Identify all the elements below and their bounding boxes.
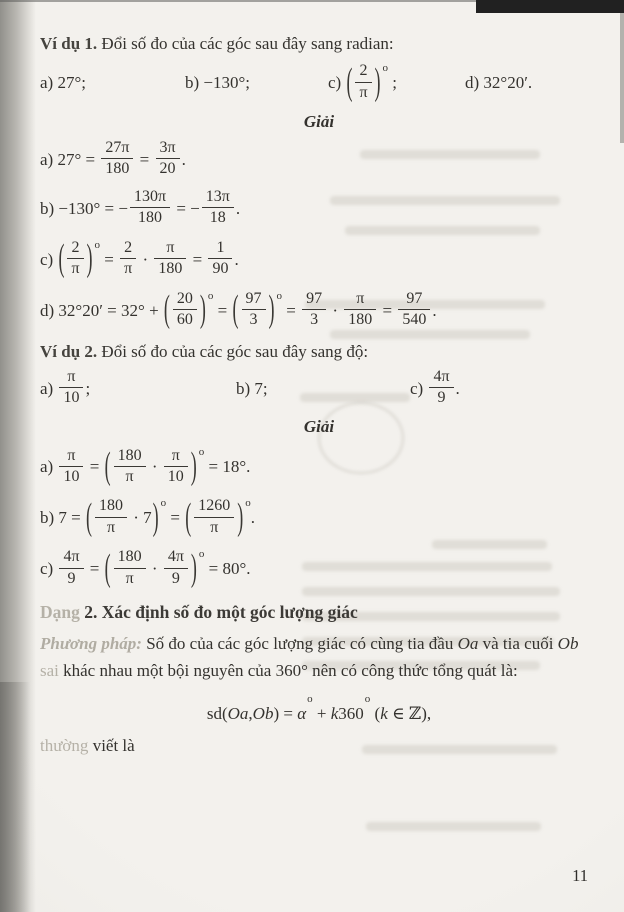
page-number: 11 — [572, 866, 588, 885]
section-heading-faded-word: Dạng — [40, 602, 80, 623]
example1-label: Ví dụ 1. — [40, 34, 98, 53]
example1-title-line — [40, 34, 598, 54]
equation-ex2-b: b) 7 = ( $\frac{180}{\pi}$ · 7) $^o$ = ( $\frac{1260}{\pi}$ ) $^o$. — [40, 495, 256, 538]
example2-item-a: a) $\frac{\pi}{10}$ ; — [40, 367, 91, 406]
example2-item-c: c) $\frac{4\pi}{9}$ . — [410, 367, 460, 406]
page-content — [40, 34, 598, 759]
method-paragraph: Phương pháp: Số đo của các góc lượng giác có cùng tia đầu Oa và tia cuối Ob — [40, 634, 579, 654]
section-heading — [40, 602, 598, 623]
solution-heading-1: Giải — [303, 111, 335, 131]
section-heading-rest: 2. Xác định số đo một góc lượng giác — [79, 602, 358, 623]
scan-edge-dark-bar — [476, 0, 624, 13]
example2-items — [40, 367, 598, 410]
example2-title: Đổi số đo của các góc sau đây sang độ: — [97, 341, 369, 361]
example2-title-line — [40, 342, 598, 362]
equation-ex1-b: b) −130° = − $\frac{130\pi}{180}$ = − $\frac{13\pi}{18}$ . — [40, 187, 241, 227]
difference-line: sai khác nhau một bội nguyên của 360° nên có công thức tổng quát là: — [40, 660, 518, 680]
bleed-through-artifact — [366, 822, 541, 831]
example2-label: Ví dụ 2. — [40, 341, 98, 361]
example1-item-a: a) 27°; — [40, 72, 86, 92]
trailing-line: thường viết là — [40, 735, 135, 755]
scan-edge-right-smudge — [620, 13, 624, 143]
book-spine-shadow-bottom — [0, 682, 30, 912]
equation-ex1-a: a) 27° = $\frac{27\pi}{180}$ = $\frac{3\pi}{20}$ . — [40, 138, 186, 178]
general-formula: $sd(Oa,Ob) = \alpha^o + k360^o$ (k ∈ ℤ), — [206, 692, 432, 723]
example1-title: Đổi số đo của các góc sau đây sang radian: — [97, 34, 394, 53]
example1-item-c: c) ( $\frac{2}{\pi}$ ) $^o$ ; — [328, 60, 398, 103]
example1-item-b: b) −130°; — [185, 72, 251, 92]
equation-ex2-c: c) $\frac{4\pi}{9}$ = ( $\frac{180}{\pi}$ · $\frac{4\pi}{9}$ ) $^o$ = 80°. — [40, 546, 251, 589]
example1-item-d: d) 32°20′. — [465, 72, 533, 92]
equation-ex1-c: c) ( $\frac{2}{\pi}$ ) $^o$ = $\frac{2}{\pi}$ · $\frac{\pi}{180}$ = $\frac{1}{90}$ . — [40, 236, 239, 279]
example1-items — [40, 62, 598, 104]
equation-ex2-a: a) $\frac{\pi}{10}$ = ( $\frac{180}{\pi}$ · $\frac{\pi}{10}$ ) $^o$ = 18°. — [40, 444, 251, 487]
example2-item-b: b) 7; — [236, 379, 268, 399]
solution-heading-2: Giải — [303, 417, 335, 437]
equation-ex1-d: d) 32°20′ = 32° + ( $\frac{20}{60}$ ) $^o$ = ( $\frac{97}{3}$ ) $^o$ = $\frac{97}{3}$ · $\frac{\pi}{180}$ = $\frac{97}{540}$ . — [40, 287, 437, 330]
